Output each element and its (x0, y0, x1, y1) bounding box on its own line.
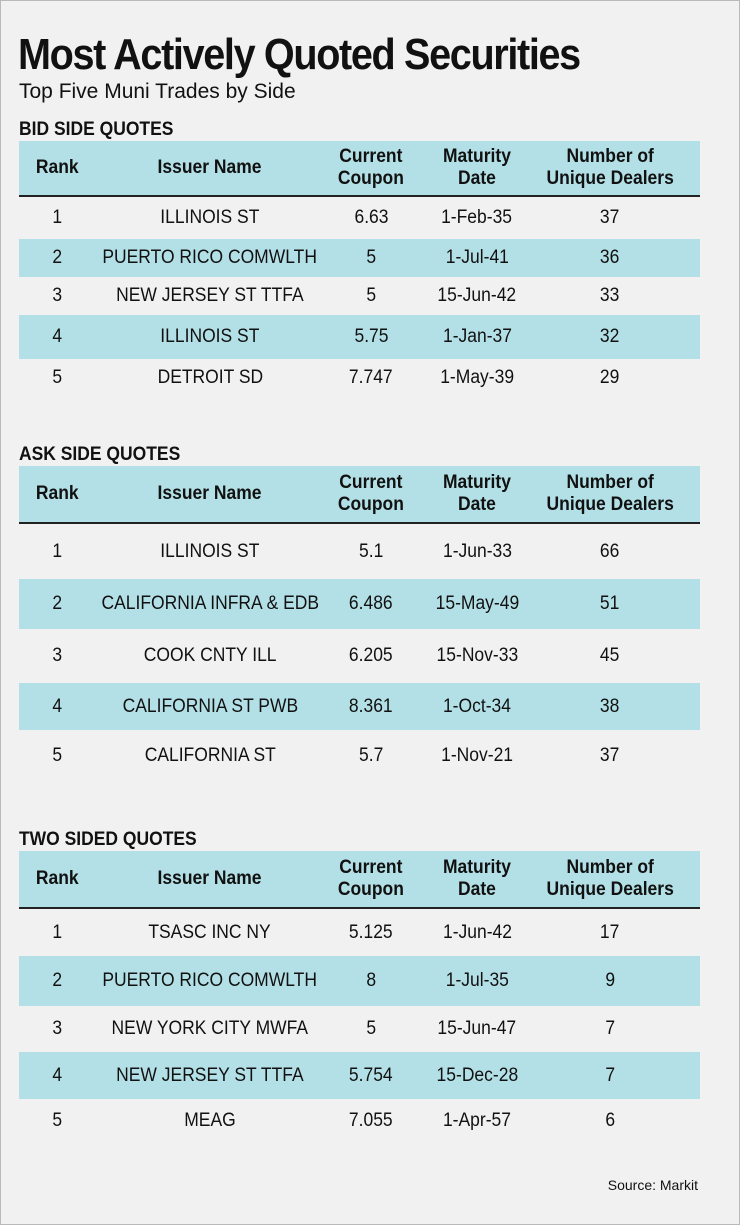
cell-maturity (417, 683, 537, 730)
cell-maturity-text: 1-Jun-42 (442, 921, 512, 943)
header-coupon-line: Current (339, 146, 403, 167)
cell-issuer (95, 1099, 325, 1142)
cell-rank-text: 5 (52, 744, 62, 766)
cell-dealers-text: 51 (600, 593, 620, 614)
cell-dealers-text: 7 (605, 1064, 615, 1086)
table-header (19, 466, 700, 524)
header-coupon-line: Coupon (337, 879, 405, 900)
cell-dealers (537, 909, 683, 956)
cell-maturity-text: 1-Jan-37 (442, 326, 512, 347)
cell-coupon (325, 197, 417, 239)
cell-dealers-text: 7 (605, 1018, 615, 1039)
cell-maturity (417, 956, 537, 1006)
table-row (19, 315, 700, 359)
cell-issuer (95, 315, 325, 359)
cell-rank (19, 579, 95, 629)
cell-maturity-text: 15-Nov-33 (436, 645, 518, 666)
header-maturity-line: Date (458, 879, 496, 900)
cell-issuer-text: CALIFORNIA ST (144, 744, 276, 766)
cell-issuer (95, 683, 325, 730)
cell-issuer (95, 730, 325, 781)
table-row (19, 197, 700, 239)
header-coupon-line: Current (339, 472, 403, 493)
header-dealers (537, 851, 683, 907)
cell-rank (19, 1099, 95, 1142)
cell-maturity (417, 579, 537, 629)
header-coupon-line: Coupon (337, 494, 405, 515)
cell-dealers-text: 38 (600, 695, 620, 717)
header-maturity-line: Maturity (443, 857, 511, 878)
table-header (19, 141, 700, 197)
cell-rank-text: 1 (52, 207, 62, 228)
cell-issuer (95, 524, 325, 579)
cell-maturity-text: 1-May-39 (440, 366, 514, 388)
cell-dealers (537, 730, 683, 781)
cell-maturity (417, 1052, 537, 1099)
cell-issuer-text: COOK CNTY ILL (143, 645, 277, 666)
cell-maturity (417, 1006, 537, 1052)
header-dealers-line: Number of (566, 472, 654, 493)
cell-coupon (325, 1099, 417, 1142)
cell-dealers-text: 33 (600, 285, 620, 306)
cell-maturity-text: 15-Jun-47 (437, 1018, 517, 1039)
cell-coupon (325, 909, 417, 956)
cell-coupon (325, 315, 417, 359)
header-dealers-line: Unique Dealers (546, 494, 674, 515)
chart-subtitle: Top Five Muni Trades by Side (19, 80, 296, 103)
header-rank-line: Rank (35, 157, 79, 178)
cell-rank-text: 3 (52, 645, 62, 666)
header-issuer (95, 466, 325, 522)
cell-issuer (95, 579, 325, 629)
cell-dealers-text: 32 (600, 326, 620, 347)
cell-rank-text: 2 (52, 970, 62, 991)
header-maturity-line: Maturity (443, 146, 511, 167)
header-maturity-line: Date (458, 168, 496, 189)
cell-rank-text: 5 (52, 366, 62, 388)
cell-rank (19, 956, 95, 1006)
header-coupon (325, 466, 417, 522)
cell-dealers-text: 37 (600, 744, 620, 766)
cell-rank (19, 315, 95, 359)
cell-coupon-text: 7.055 (349, 1109, 393, 1131)
cell-dealers (537, 277, 683, 315)
header-dealers-line: Number of (566, 146, 654, 167)
header-issuer-line: Issuer Name (158, 157, 262, 178)
table-title: ASK SIDE QUOTES (19, 444, 181, 465)
header-rank (19, 851, 95, 907)
cell-rank (19, 683, 95, 730)
cell-maturity (417, 359, 537, 396)
cell-issuer-text: ILLINOIS ST (160, 207, 260, 228)
header-dealers-line: Number of (566, 857, 654, 878)
cell-coupon-text: 7.747 (349, 366, 393, 388)
cell-issuer (95, 1006, 325, 1052)
cell-coupon-text: 8 (366, 970, 376, 991)
cell-dealers (537, 359, 683, 396)
cell-maturity-text: 1-Jul-41 (445, 247, 509, 268)
header-dealers (537, 141, 683, 195)
table-row (19, 239, 700, 277)
cell-rank-text: 1 (52, 540, 62, 562)
cell-dealers (537, 524, 683, 579)
cell-coupon-text: 5 (366, 1018, 376, 1039)
cell-maturity (417, 315, 537, 359)
cell-coupon-text: 5.754 (349, 1064, 393, 1086)
cell-issuer (95, 239, 325, 277)
cell-rank-text: 4 (52, 1064, 62, 1086)
cell-rank (19, 730, 95, 781)
cell-issuer-text: PUERTO RICO COMWLTH (102, 970, 318, 991)
cell-rank (19, 1052, 95, 1099)
table-header (19, 851, 700, 909)
cell-rank-text: 3 (52, 1018, 62, 1039)
cell-coupon (325, 629, 417, 683)
table-row (19, 909, 700, 956)
cell-dealers-text: 66 (600, 540, 620, 562)
cell-maturity-text: 15-Dec-28 (436, 1064, 518, 1086)
cell-issuer-text: MEAG (184, 1109, 236, 1131)
cell-coupon (325, 1052, 417, 1099)
cell-dealers (537, 629, 683, 683)
cell-issuer-text: CALIFORNIA ST PWB (122, 695, 298, 717)
cell-maturity-text: 1-Apr-57 (442, 1109, 511, 1131)
table-row (19, 1006, 700, 1052)
cell-rank-text: 5 (52, 1109, 62, 1131)
cell-coupon (325, 239, 417, 277)
cell-issuer-text: DETROIT SD (157, 366, 263, 388)
cell-issuer (95, 197, 325, 239)
cell-coupon-text: 8.361 (349, 695, 393, 717)
cell-coupon-text: 5.7 (358, 744, 384, 766)
header-issuer (95, 141, 325, 195)
cell-dealers-text: 9 (605, 970, 615, 991)
cell-rank (19, 524, 95, 579)
cell-issuer (95, 277, 325, 315)
table-row (19, 1052, 700, 1099)
cell-maturity (417, 524, 537, 579)
cell-dealers (537, 1052, 683, 1099)
header-coupon (325, 851, 417, 907)
cell-rank-text: 1 (52, 921, 62, 943)
cell-coupon (325, 730, 417, 781)
header-coupon (325, 141, 417, 195)
header-issuer (95, 851, 325, 907)
cell-rank (19, 359, 95, 396)
cell-maturity-text: 1-Oct-34 (442, 695, 511, 717)
cell-issuer-text: ILLINOIS ST (160, 540, 260, 562)
cell-rank (19, 277, 95, 315)
cell-rank (19, 629, 95, 683)
header-issuer-line: Issuer Name (158, 483, 262, 504)
table-row (19, 956, 700, 1006)
cell-coupon-text: 5.125 (349, 921, 393, 943)
header-coupon-line: Current (339, 857, 403, 878)
cell-dealers (537, 197, 683, 239)
cell-issuer-text: NEW JERSEY ST TTFA (116, 285, 304, 306)
cell-dealers (537, 239, 683, 277)
header-issuer-line: Issuer Name (158, 868, 262, 889)
cell-issuer-text: NEW JERSEY ST TTFA (116, 1064, 304, 1086)
table-title: BID SIDE QUOTES (19, 119, 174, 140)
cell-dealers (537, 1006, 683, 1052)
cell-rank (19, 197, 95, 239)
cell-coupon-text: 5.1 (358, 540, 384, 562)
cell-coupon (325, 277, 417, 315)
quotes-table-2 (19, 444, 700, 781)
cell-coupon (325, 956, 417, 1006)
chart-title: Most Actively Quoted Securities (18, 30, 580, 79)
cell-dealers (537, 1099, 683, 1142)
header-maturity-line: Maturity (443, 472, 511, 493)
cell-maturity (417, 197, 537, 239)
cell-dealers-text: 17 (600, 921, 620, 943)
cell-coupon-text: 6.486 (349, 593, 393, 614)
cell-issuer (95, 956, 325, 1006)
header-dealers (537, 466, 683, 522)
table-row (19, 524, 700, 579)
cell-dealers-text: 36 (600, 247, 620, 268)
header-dealers-line: Unique Dealers (546, 168, 674, 189)
table-row (19, 579, 700, 629)
cell-coupon-text: 5 (366, 247, 376, 268)
cell-issuer (95, 909, 325, 956)
cell-dealers-text: 6 (605, 1109, 615, 1131)
cell-dealers (537, 956, 683, 1006)
cell-dealers-text: 37 (600, 207, 620, 228)
table-title: TWO SIDED QUOTES (19, 829, 197, 850)
cell-maturity-text: 1-Jun-33 (442, 540, 512, 562)
cell-rank-text: 2 (52, 593, 62, 614)
cell-maturity (417, 730, 537, 781)
cell-coupon (325, 579, 417, 629)
cell-maturity (417, 277, 537, 315)
cell-rank-text: 4 (52, 326, 62, 347)
header-rank-line: Rank (35, 483, 79, 504)
cell-issuer (95, 359, 325, 396)
cell-issuer-text: NEW YORK CITY MWFA (111, 1018, 309, 1039)
cell-maturity-text: 1-Jul-35 (445, 970, 509, 991)
header-rank-line: Rank (35, 868, 79, 889)
cell-maturity-text: 1-Feb-35 (441, 207, 513, 228)
cell-maturity-text: 1-Nov-21 (441, 744, 513, 766)
cell-coupon-text: 5 (366, 285, 376, 306)
cell-issuer (95, 629, 325, 683)
cell-maturity (417, 909, 537, 956)
cell-coupon-text: 6.205 (349, 645, 393, 666)
header-rank (19, 466, 95, 522)
cell-issuer-text: ILLINOIS ST (160, 326, 260, 347)
header-maturity (417, 466, 537, 522)
cell-dealers (537, 683, 683, 730)
table-row (19, 359, 700, 396)
cell-dealers (537, 315, 683, 359)
header-maturity (417, 851, 537, 907)
cell-rank (19, 1006, 95, 1052)
cell-rank-text: 3 (52, 285, 62, 306)
cell-dealers-text: 29 (600, 366, 620, 388)
table-row (19, 730, 700, 781)
header-maturity-line: Date (458, 494, 496, 515)
cell-issuer-text: CALIFORNIA INFRA & EDB (101, 593, 319, 614)
cell-coupon (325, 1006, 417, 1052)
cell-issuer-text: PUERTO RICO COMWLTH (102, 247, 318, 268)
cell-rank-text: 4 (52, 695, 62, 717)
header-dealers-line: Unique Dealers (546, 879, 674, 900)
table-row (19, 683, 700, 730)
cell-rank-text: 2 (52, 247, 62, 268)
cell-coupon-text: 5.75 (353, 326, 389, 347)
cell-maturity-text: 15-May-49 (435, 593, 519, 614)
header-coupon-line: Coupon (337, 168, 405, 189)
cell-coupon (325, 524, 417, 579)
cell-maturity (417, 629, 537, 683)
cell-dealers (537, 579, 683, 629)
cell-maturity (417, 239, 537, 277)
cell-coupon (325, 683, 417, 730)
cell-rank (19, 239, 95, 277)
header-rank (19, 141, 95, 195)
table-row (19, 277, 700, 315)
cell-issuer (95, 1052, 325, 1099)
source-note: Source: Markit (607, 1177, 698, 1193)
table-row (19, 1099, 700, 1142)
header-maturity (417, 141, 537, 195)
cell-coupon (325, 359, 417, 396)
table-row (19, 629, 700, 683)
cell-rank (19, 909, 95, 956)
cell-maturity (417, 1099, 537, 1142)
quotes-table-3 (19, 829, 700, 1142)
cell-dealers-text: 45 (600, 645, 620, 666)
cell-issuer-text: TSASC INC NY (148, 921, 272, 943)
quotes-table-1 (19, 119, 700, 396)
cell-coupon-text: 6.63 (353, 207, 389, 228)
cell-maturity-text: 15-Jun-42 (437, 285, 517, 306)
